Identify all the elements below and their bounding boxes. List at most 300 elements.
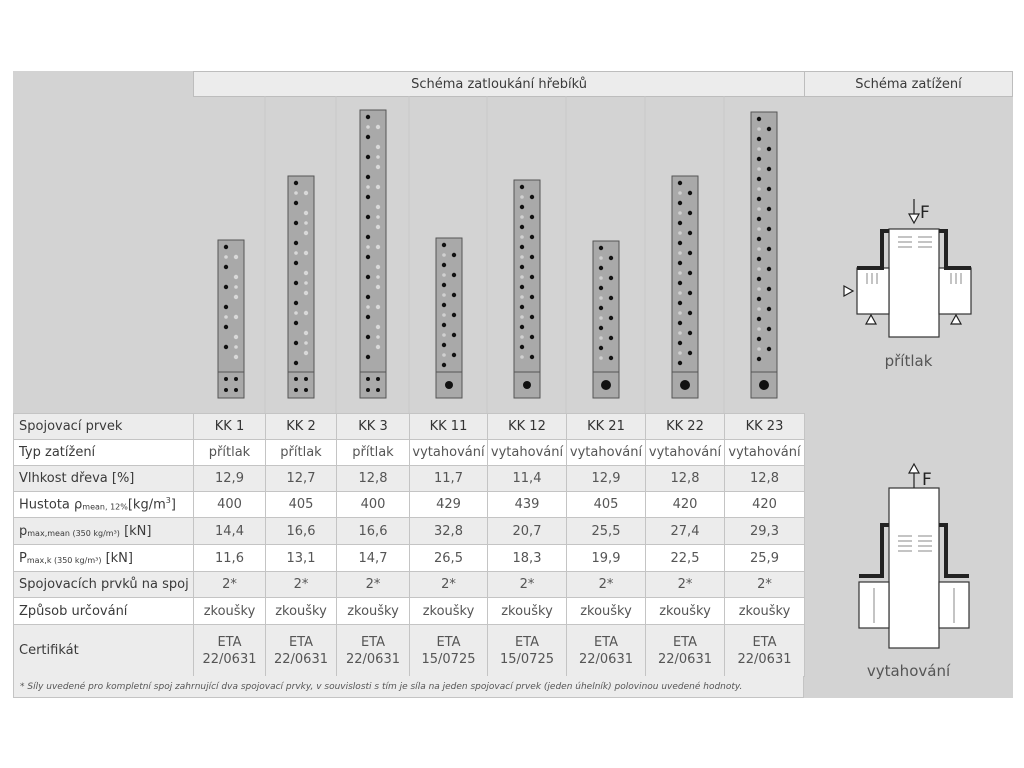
nail-dot — [678, 311, 682, 315]
cert-line-1: ETA — [360, 634, 386, 650]
row-pmax-mean — [14, 518, 805, 545]
nail-dot — [767, 307, 771, 311]
nail-dot — [609, 356, 613, 360]
tension-caption: vytahování — [866, 662, 951, 680]
nail-dot — [294, 321, 298, 325]
nail-dot — [304, 291, 308, 295]
nail-dot — [757, 117, 761, 121]
nail-dot — [294, 201, 298, 205]
nail-dot — [366, 388, 370, 392]
nail-strip — [751, 112, 777, 398]
nail-dot — [442, 263, 446, 267]
nail-strip — [672, 176, 698, 398]
nail-dot — [366, 175, 370, 179]
nail-strip — [436, 238, 462, 398]
nail-dot — [294, 388, 298, 392]
nail-dot — [678, 281, 682, 285]
nail-dot — [688, 251, 692, 255]
nail-dot — [294, 181, 298, 185]
nail-dot — [442, 253, 446, 257]
label-unit: [kN] — [101, 550, 133, 566]
cell: 405 — [266, 492, 337, 518]
label-unit: [kN] — [119, 523, 152, 539]
nail-dot — [366, 185, 370, 189]
label-sub: max,k (350 kg/m³) — [26, 555, 102, 565]
footnote: * Síly uvedené pro kompletní spoj zahrnující dva spojovací prvky, v souvislosti s tím je síla na jeden spojovací prvek (jeden úhelník) polovinou uvedené hodnoty. — [13, 676, 804, 698]
nail-dot — [609, 256, 613, 260]
nail-dot — [678, 251, 682, 255]
nail-dot — [366, 377, 370, 381]
nail-dot — [376, 245, 380, 249]
cell: 14,7 — [337, 545, 410, 572]
nail-dot — [442, 303, 446, 307]
cert-line-2: 22/0631 — [737, 651, 792, 667]
cell: vytahování — [567, 440, 646, 466]
nail-dot — [442, 333, 446, 337]
nail-dot — [678, 331, 682, 335]
nail-dot — [688, 291, 692, 295]
nail-dot — [234, 335, 238, 339]
nail-dot — [757, 197, 761, 201]
nail-dot — [520, 325, 524, 329]
cell: 420 — [646, 492, 725, 518]
nail-dot — [442, 273, 446, 277]
nail-dot — [224, 285, 228, 289]
nail-dot — [757, 257, 761, 261]
nail-dot — [442, 353, 446, 357]
nail-dot — [452, 253, 456, 257]
cert-line-1: ETA — [436, 634, 461, 650]
cell: 12,9 — [194, 466, 266, 492]
nail-dot — [678, 181, 682, 185]
nail-dot — [757, 137, 761, 141]
cell: 405 — [567, 492, 646, 518]
nail-dot — [757, 217, 761, 221]
nail-dot — [599, 296, 603, 300]
nail-dot — [366, 135, 370, 139]
cell: 20,7 — [488, 518, 567, 545]
cert-line-2: 22/0631 — [578, 651, 633, 667]
nail-dot — [224, 315, 228, 319]
nail-dot — [376, 215, 380, 219]
cell: 26,5 — [410, 545, 488, 572]
nail-dot — [452, 273, 456, 277]
cell: 12,8 — [725, 466, 805, 492]
cell: 2* — [488, 572, 567, 598]
nail-dot — [442, 243, 446, 247]
nail-dot — [767, 207, 771, 211]
nail-dot — [304, 311, 308, 315]
nail-dot — [442, 293, 446, 297]
nail-dot — [678, 321, 682, 325]
row-certificate — [14, 625, 805, 677]
nail-dot — [757, 227, 761, 231]
nail-dot — [452, 333, 456, 337]
cell: 32,8 — [410, 518, 488, 545]
cell: 12,8 — [646, 466, 725, 492]
cell: 11,6 — [194, 545, 266, 572]
nail-dot — [767, 187, 771, 191]
label-unit: [kg/m — [127, 497, 166, 513]
nail-dot — [366, 245, 370, 249]
cell: zkoušky — [567, 598, 646, 625]
nail-dot — [234, 295, 238, 299]
nail-dot — [304, 251, 308, 255]
row-label — [14, 545, 194, 572]
nail-dot — [234, 345, 238, 349]
nail-dot — [530, 235, 534, 239]
cell: 27,4 — [646, 518, 725, 545]
nail-dot — [678, 301, 682, 305]
nail-dot — [678, 361, 682, 365]
nail-dot — [376, 335, 380, 339]
nail-dot — [609, 276, 613, 280]
nail-dot — [757, 307, 761, 311]
nail-dot — [678, 261, 682, 265]
nail-dot — [757, 167, 761, 171]
nail-dot — [520, 265, 524, 269]
nail-dot — [294, 261, 298, 265]
nail-dot — [304, 341, 308, 345]
nail-dot — [767, 347, 771, 351]
left-header-panel — [13, 71, 193, 413]
nail-dot — [767, 327, 771, 331]
nail-dot — [520, 195, 524, 199]
cell — [646, 625, 725, 677]
nail-dot — [767, 167, 771, 171]
nail-dot — [376, 377, 380, 381]
nail-dot — [366, 315, 370, 319]
nail-dot — [366, 255, 370, 259]
nail-dot — [224, 255, 228, 259]
nail-dot — [304, 351, 308, 355]
nail-dot — [678, 191, 682, 195]
nail-dot — [520, 285, 524, 289]
nail-dot — [609, 336, 613, 340]
label-main: P — [19, 550, 27, 566]
nail-dot — [757, 157, 761, 161]
nail-dot — [530, 295, 534, 299]
nail-dot — [767, 147, 771, 151]
cell: 400 — [194, 492, 266, 518]
nail-dot — [520, 215, 524, 219]
cell: zkoušky — [646, 598, 725, 625]
cell: 2* — [194, 572, 266, 598]
cell — [194, 625, 266, 677]
cert-line-1: ETA — [514, 634, 540, 650]
nail-dot — [376, 265, 380, 269]
nail-dot — [767, 287, 771, 291]
compression-caption: přítlak — [884, 352, 933, 370]
nail-dot — [757, 177, 761, 181]
nail-strip — [288, 176, 314, 398]
cell: zkoušky — [410, 598, 488, 625]
cell: zkoušky — [337, 598, 410, 625]
nail-dot — [767, 267, 771, 271]
nail-dot — [599, 286, 603, 290]
cell: 2* — [337, 572, 410, 598]
nail-dot — [224, 305, 228, 309]
row-label: Spojovacích prvků na spoj — [14, 572, 194, 598]
compression-force-label: F — [920, 203, 930, 223]
nail-dot — [442, 313, 446, 317]
row-label: Certifikát — [14, 625, 194, 677]
cell: 2* — [646, 572, 725, 598]
nail-dot — [688, 351, 692, 355]
nail-dot — [678, 211, 682, 215]
nail-dot — [599, 306, 603, 310]
nail-dot — [224, 325, 228, 329]
nail-dot — [234, 275, 238, 279]
cell — [410, 625, 488, 677]
nail-dot — [234, 355, 238, 359]
nail-dot — [757, 277, 761, 281]
nail-dot — [678, 341, 682, 345]
cell: 16,6 — [266, 518, 337, 545]
cell: 439 — [488, 492, 567, 518]
cell: KK 11 — [410, 414, 488, 440]
tension-force-label: F — [922, 470, 932, 490]
cell: 14,4 — [194, 518, 266, 545]
cell: KK 21 — [567, 414, 646, 440]
row-label: Vlhkost dřeva [%] — [14, 466, 194, 492]
nail-dot — [520, 235, 524, 239]
nail-dot — [599, 276, 603, 280]
nail-dot — [304, 388, 308, 392]
nail-dot — [688, 311, 692, 315]
nail-dot — [520, 225, 524, 229]
nail-dot — [530, 195, 534, 199]
nail-dot — [224, 345, 228, 349]
cell — [725, 625, 805, 677]
cell: KK 12 — [488, 414, 567, 440]
nail-dot — [757, 317, 761, 321]
label-sub: mean, 12% — [82, 502, 128, 512]
nail-dot — [520, 295, 524, 299]
compression-diagram — [804, 96, 1013, 346]
loading-scheme-header: Schéma zatížení — [804, 71, 1013, 97]
cert-line-2: 15/0725 — [421, 651, 476, 667]
nail-dot — [366, 215, 370, 219]
nail-dot — [304, 281, 308, 285]
cert-line-1: ETA — [217, 634, 242, 650]
nail-dot — [530, 215, 534, 219]
cell: KK 3 — [337, 414, 410, 440]
row-label: Způsob určování — [14, 598, 194, 625]
cell: 29,3 — [725, 518, 805, 545]
cell: zkoušky — [488, 598, 567, 625]
nail-dot — [294, 311, 298, 315]
nail-dot — [599, 326, 603, 330]
nail-dot — [757, 337, 761, 341]
nail-dot — [757, 267, 761, 271]
nail-dot — [599, 336, 603, 340]
label-sup: 3 — [165, 496, 171, 506]
nail-dot — [520, 335, 524, 339]
nail-dot — [294, 251, 298, 255]
bolt-hole — [601, 380, 611, 390]
nail-dot — [376, 165, 380, 169]
nail-dot — [294, 241, 298, 245]
nail-dot — [442, 343, 446, 347]
row-label: Typ zatížení — [14, 440, 194, 466]
cell: přítlak — [194, 440, 266, 466]
nail-strip — [593, 241, 619, 398]
nail-dot — [530, 355, 534, 359]
nail-dot — [366, 235, 370, 239]
cell: 19,9 — [567, 545, 646, 572]
nail-dot — [757, 187, 761, 191]
nail-dot — [224, 265, 228, 269]
nail-strip — [218, 240, 244, 398]
nail-dot — [757, 237, 761, 241]
nail-dot — [678, 231, 682, 235]
bolt-hole — [680, 380, 690, 390]
nail-dot — [366, 295, 370, 299]
label-end: ] — [170, 497, 176, 513]
nail-dot — [452, 313, 456, 317]
cell: vytahování — [725, 440, 805, 466]
row-pmax-k — [14, 545, 805, 572]
nail-dot — [294, 281, 298, 285]
nail-dot — [366, 275, 370, 279]
cell — [337, 625, 410, 677]
nail-dot — [234, 255, 238, 259]
nail-dot — [520, 185, 524, 189]
nail-dot — [688, 271, 692, 275]
row-label — [14, 518, 194, 545]
nail-dot — [234, 285, 238, 289]
cert-line-1: ETA — [752, 634, 777, 650]
nail-dot — [376, 325, 380, 329]
cell — [266, 625, 337, 677]
nail-dot — [678, 221, 682, 225]
label-main: p — [19, 523, 28, 539]
nail-dot — [688, 211, 692, 215]
nail-dot — [366, 335, 370, 339]
cert-line-2: 15/0725 — [499, 651, 554, 667]
cert-line-1: ETA — [593, 634, 619, 650]
nail-dot — [678, 241, 682, 245]
nail-dot — [376, 225, 380, 229]
cell: 16,6 — [337, 518, 410, 545]
cell: 12,7 — [266, 466, 337, 492]
nail-dot — [609, 316, 613, 320]
nail-dot — [376, 205, 380, 209]
nail-dot — [678, 271, 682, 275]
nail-dot — [294, 377, 298, 381]
nail-strip — [514, 180, 540, 398]
label-sub: max,mean (350 kg/m³) — [27, 528, 120, 538]
nail-dot — [366, 115, 370, 119]
cell: 2* — [410, 572, 488, 598]
nail-dot — [520, 275, 524, 279]
cell: 420 — [725, 492, 805, 518]
nail-dot — [452, 353, 456, 357]
nail-dot — [366, 305, 370, 309]
nail-dot — [304, 271, 308, 275]
nail-dot — [294, 341, 298, 345]
nail-dot — [376, 305, 380, 309]
nail-dot — [376, 155, 380, 159]
nail-dot — [678, 201, 682, 205]
nail-dot — [757, 357, 761, 361]
cell: 18,3 — [488, 545, 567, 572]
cell: KK 1 — [194, 414, 266, 440]
nail-dot — [599, 356, 603, 360]
cell: 2* — [266, 572, 337, 598]
nail-dot — [304, 377, 308, 381]
nail-dot — [294, 221, 298, 225]
nail-dot — [442, 323, 446, 327]
cert-line-2: 22/0631 — [202, 651, 257, 667]
nail-dot — [599, 346, 603, 350]
cell: KK 2 — [266, 414, 337, 440]
nail-dot — [294, 361, 298, 365]
cell: 11,7 — [410, 466, 488, 492]
nail-dot — [757, 297, 761, 301]
cert-line-1: ETA — [288, 634, 314, 650]
row-fastener — [14, 414, 805, 440]
nail-dot — [442, 363, 446, 367]
nail-dot — [688, 331, 692, 335]
nail-dot — [376, 275, 380, 279]
nail-dot — [757, 127, 761, 131]
cell: přítlak — [337, 440, 410, 466]
cell: 12,8 — [337, 466, 410, 492]
nail-dot — [294, 191, 298, 195]
cell: zkoušky — [266, 598, 337, 625]
tension-diagram — [804, 440, 1013, 660]
row-load-type — [14, 440, 805, 466]
cell: 12,9 — [567, 466, 646, 492]
row-moisture — [14, 466, 805, 492]
nail-dot — [452, 293, 456, 297]
cell: 25,5 — [567, 518, 646, 545]
row-method — [14, 598, 805, 625]
row-density — [14, 492, 805, 518]
fastener-table — [13, 413, 805, 677]
nail-dot — [294, 301, 298, 305]
nail-dot — [678, 291, 682, 295]
nail-dot — [376, 185, 380, 189]
nail-dot — [520, 345, 524, 349]
nail-dot — [224, 388, 228, 392]
bolt-hole — [759, 380, 769, 390]
cell — [488, 625, 567, 677]
nail-dot — [224, 245, 228, 249]
nail-dot — [304, 211, 308, 215]
cell: 11,4 — [488, 466, 567, 492]
nail-dot — [609, 296, 613, 300]
nail-dot — [366, 195, 370, 199]
cell: zkoušky — [194, 598, 266, 625]
nail-dot — [304, 221, 308, 225]
nail-dot — [757, 347, 761, 351]
cert-line-1: ETA — [672, 634, 698, 650]
cert-line-2: 22/0631 — [657, 651, 712, 667]
nail-dot — [442, 283, 446, 287]
nail-dot — [520, 245, 524, 249]
nail-dot — [376, 388, 380, 392]
nail-dot — [376, 145, 380, 149]
nail-dot — [376, 125, 380, 129]
nail-dot — [530, 335, 534, 339]
nail-dot — [366, 355, 370, 359]
cell — [567, 625, 646, 677]
nail-dot — [530, 275, 534, 279]
nail-dot — [530, 255, 534, 259]
